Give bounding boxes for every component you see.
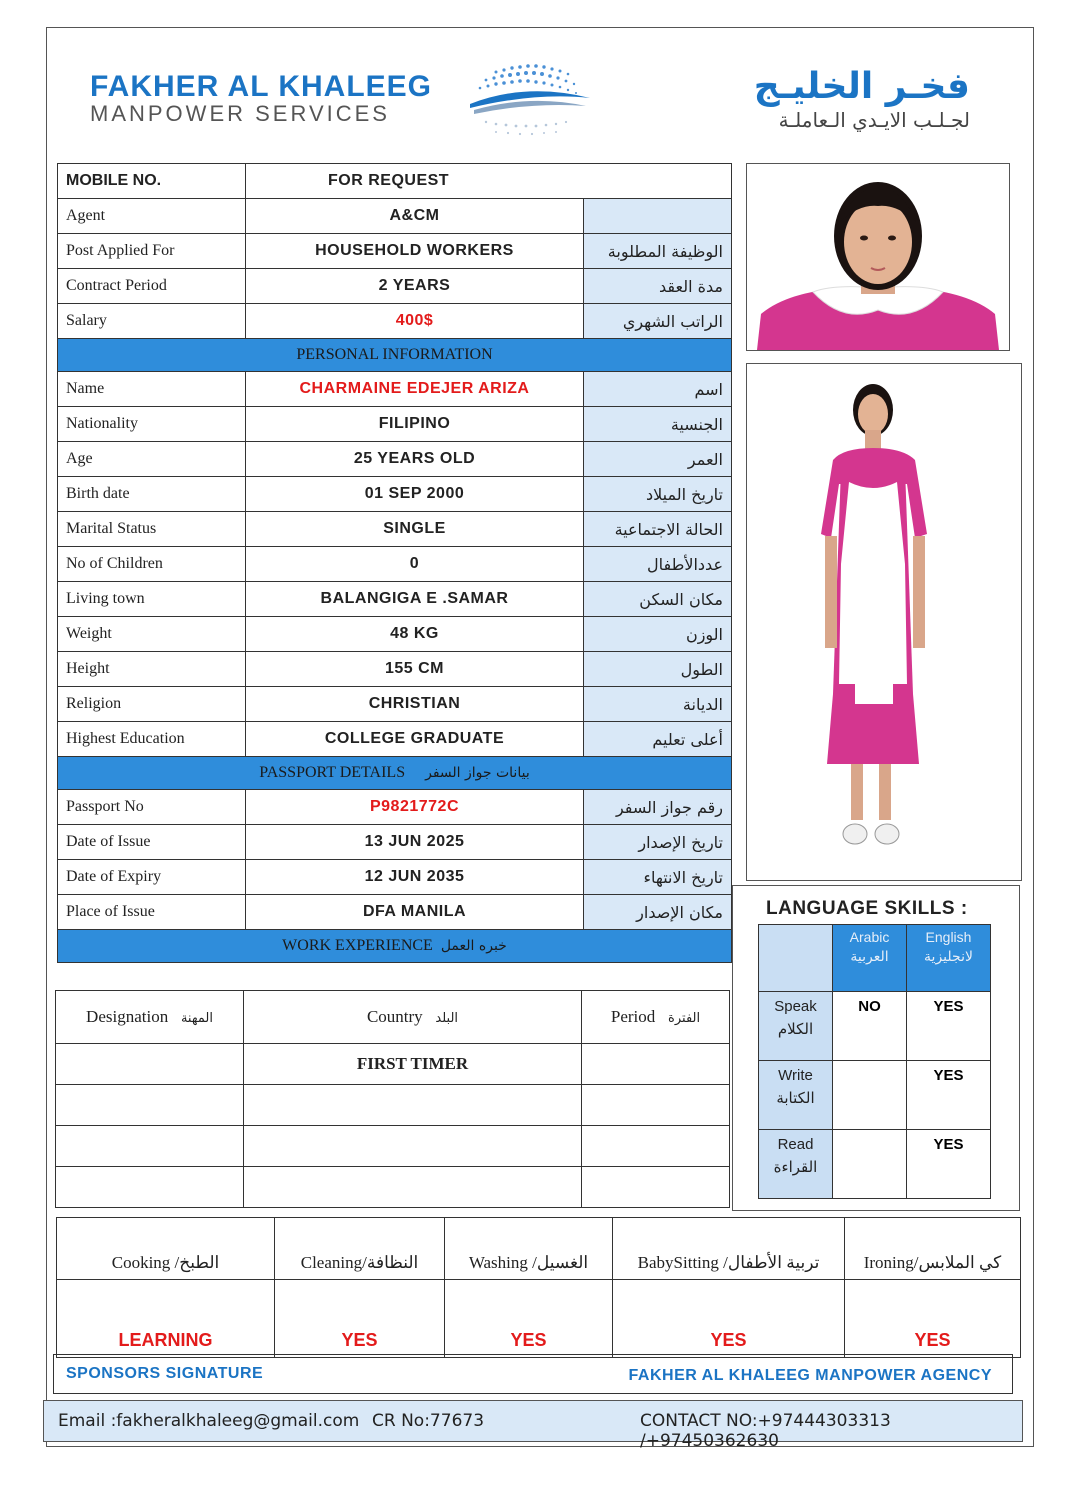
skill-label: Write [778,1067,813,1084]
row-label-ar: الديانة [584,687,732,722]
column-header-ar: العربية [850,949,889,965]
row-label: Contract Period [58,269,246,304]
row-value: 0 [246,547,584,582]
skill-value: YES [845,1280,1021,1358]
passport-number-value: P9821772C [246,790,584,825]
table-row [58,547,732,582]
row-value: 48 KG [246,617,584,652]
arabic-write-value [833,1061,907,1130]
arabic-speak-value: NO [833,992,907,1061]
table-row [58,199,732,234]
skill-value: YES [275,1280,445,1358]
section-title: PASSPORT DETAILS [259,764,406,781]
skill-label-ar: الكتابة [776,1089,815,1107]
row-value: HOUSEHOLD WORKERS [246,234,584,269]
row-label-ar: تاريخ الإصدار [584,825,732,860]
skill-header: BabySitting /تربية الأطفال [613,1218,845,1280]
contact-number-text: CONTACT NO:+97444303313 /+97450362630 [640,1411,891,1451]
table-header-row [57,1218,1021,1280]
row-label: Date of Issue [58,825,246,860]
agency-signature-label: FAKHER AL KHALEEG MANPOWER AGENCY [628,1367,992,1384]
section-header-passport [58,757,732,790]
table-row [58,860,732,895]
row-value: FILIPINO [246,407,584,442]
english-read-value: YES [907,1130,991,1199]
row-label: Marital Status [58,512,246,547]
column-header: English [925,929,972,945]
table-row [58,895,732,930]
first-timer-label: FIRST TIMER [244,1044,582,1085]
table-row [58,269,732,304]
row-value: 01 SEP 2000 [246,477,584,512]
row-label-ar: الجنسية [584,407,732,442]
table-row [58,825,732,860]
row-value: 25 YEARS OLD [246,442,584,477]
row-label: No of Children [58,547,246,582]
company-subtitle-ar: لجـلـب الايـدي الـعاملـة [778,108,970,132]
row-value: FOR REQUEST [246,164,732,199]
full-body-image [747,364,1021,880]
row-label-ar: الوزن [584,617,732,652]
email-text: Email :fakheralkhaleeg@gmail.com [58,1411,360,1431]
work-skills-table [56,1217,1021,1358]
full-body-photo [746,363,1022,881]
language-skills-table [758,924,991,1199]
table-row [58,442,732,477]
skill-label: Read [777,1136,814,1153]
section-header-work [58,930,732,963]
row-label: Name [58,372,246,407]
applicant-info-table [57,163,732,963]
company-name-ar: فخـر الخليـج [753,66,970,107]
row-label-ar: تاريخ الميلاد [584,477,732,512]
row-value: 2 YEARS [246,269,584,304]
table-row [58,477,732,512]
sponsor-signature-label: SPONSORS SIGNATURE [66,1365,264,1382]
column-header-ar: المهنة [180,1011,213,1026]
table-header-row [56,991,730,1044]
table-row [58,722,732,757]
row-value: 13 JUN 2025 [246,825,584,860]
row-label: Highest Education [58,722,246,757]
company-name-en: FAKHER AL KHALEEG [90,70,433,103]
table-row [56,1044,730,1085]
row-value: DFA MANILA [246,895,584,930]
row-label-ar: رقم جواز السفر [584,790,732,825]
headshot-photo [746,163,1010,351]
table-row [58,407,732,442]
column-header-ar: البلد [435,1011,459,1026]
company-subtitle-en: MANPOWER SERVICES [90,101,390,126]
row-label: Birth date [58,477,246,512]
table-row [759,992,991,1061]
language-skills-title: LANGUAGE SKILLS : [766,898,968,919]
table-row [58,512,732,547]
arabic-read-value [833,1130,907,1199]
column-header-ar: لانجليزية [924,949,973,965]
table-row [58,687,732,722]
skill-value: YES [445,1280,613,1358]
skill-label: Speak [774,998,817,1015]
row-label: Age [58,442,246,477]
row-label: Religion [58,687,246,722]
row-label: Post Applied For [58,234,246,269]
row-label: MOBILE NO. [58,164,246,199]
signature-bar [53,1354,1013,1394]
row-label: Height [58,652,246,687]
skill-header: Cooking /الطبخ [57,1218,275,1280]
row-label-ar [584,199,732,234]
row-label: Agent [58,199,246,234]
row-label-ar: مكان الإصدار [584,895,732,930]
row-label-ar: الطول [584,652,732,687]
table-row [56,1167,730,1208]
table-row [58,372,732,407]
table-row [58,304,732,339]
row-label: Weight [58,617,246,652]
table-row [759,1130,991,1199]
table-header-row [759,925,991,992]
row-label-ar: اسم [584,372,732,407]
skill-label-ar: القراءة [773,1158,818,1176]
row-value: A&CM [246,199,584,234]
section-title-ar: بيانات جواز السفر [425,765,530,781]
column-header: Period [610,1007,656,1026]
contact-footer [43,1400,1023,1451]
column-header-ar: الفترة [668,1011,701,1026]
cr-number-text: CR No:77673 [372,1411,485,1431]
section-title-ar: خبره العمل [440,938,507,954]
row-label: Nationality [58,407,246,442]
table-row [57,1280,1021,1358]
row-label: Date of Expiry [58,860,246,895]
salary-value: 400$ [246,304,584,339]
english-speak-value: YES [907,992,991,1061]
row-value: SINGLE [246,512,584,547]
skill-label-ar: الكلام [777,1020,814,1038]
table-row [58,652,732,687]
row-label-ar: الراتب الشهري [584,304,732,339]
row-label-ar: العمر [584,442,732,477]
skill-header: Washing /الغسيل [445,1218,613,1280]
row-label-ar: مدة العقد [584,269,732,304]
row-label: Passport No [58,790,246,825]
row-label-ar: عددالأطفال [584,547,732,582]
table-row [58,234,732,269]
section-header-personal: PERSONAL INFORMATION [58,339,732,372]
headshot-image [747,164,1009,350]
table-row [56,1126,730,1167]
table-row [58,790,732,825]
section-title: WORK EXPERIENCE [282,937,433,954]
row-label-ar: الوظيفة المطلوبة [584,234,732,269]
row-label: Place of Issue [58,895,246,930]
skill-value: YES [613,1280,845,1358]
company-logo-icon [466,58,594,138]
row-label-ar: تاريخ الانتهاء [584,860,732,895]
row-label-ar: الحالة الاجتماعية [584,512,732,547]
work-experience-table [55,990,730,1208]
column-header: Arabic [849,929,890,945]
table-row [759,1061,991,1130]
name-value: CHARMAINE EDEJER ARIZA [246,372,584,407]
column-header: Designation [86,1007,169,1026]
table-row [58,164,732,199]
row-label-ar: مكان السكن [584,582,732,617]
row-label-ar: أعلى تعليم [584,722,732,757]
skill-header: Cleaning/النظافة [275,1218,445,1280]
row-value: CHRISTIAN [246,687,584,722]
row-value: COLLEGE GRADUATE [246,722,584,757]
table-row [58,617,732,652]
row-value: 155 CM [246,652,584,687]
skill-header: Ironing/كي الملابس [845,1218,1021,1280]
skill-value: LEARNING [57,1280,275,1358]
table-row [58,582,732,617]
row-value: BALANGIGA E .SAMAR [246,582,584,617]
row-value: 12 JUN 2035 [246,860,584,895]
column-header: Country [366,1007,423,1026]
row-label: Salary [58,304,246,339]
table-row [56,1085,730,1126]
english-write-value: YES [907,1061,991,1130]
row-label: Living town [58,582,246,617]
